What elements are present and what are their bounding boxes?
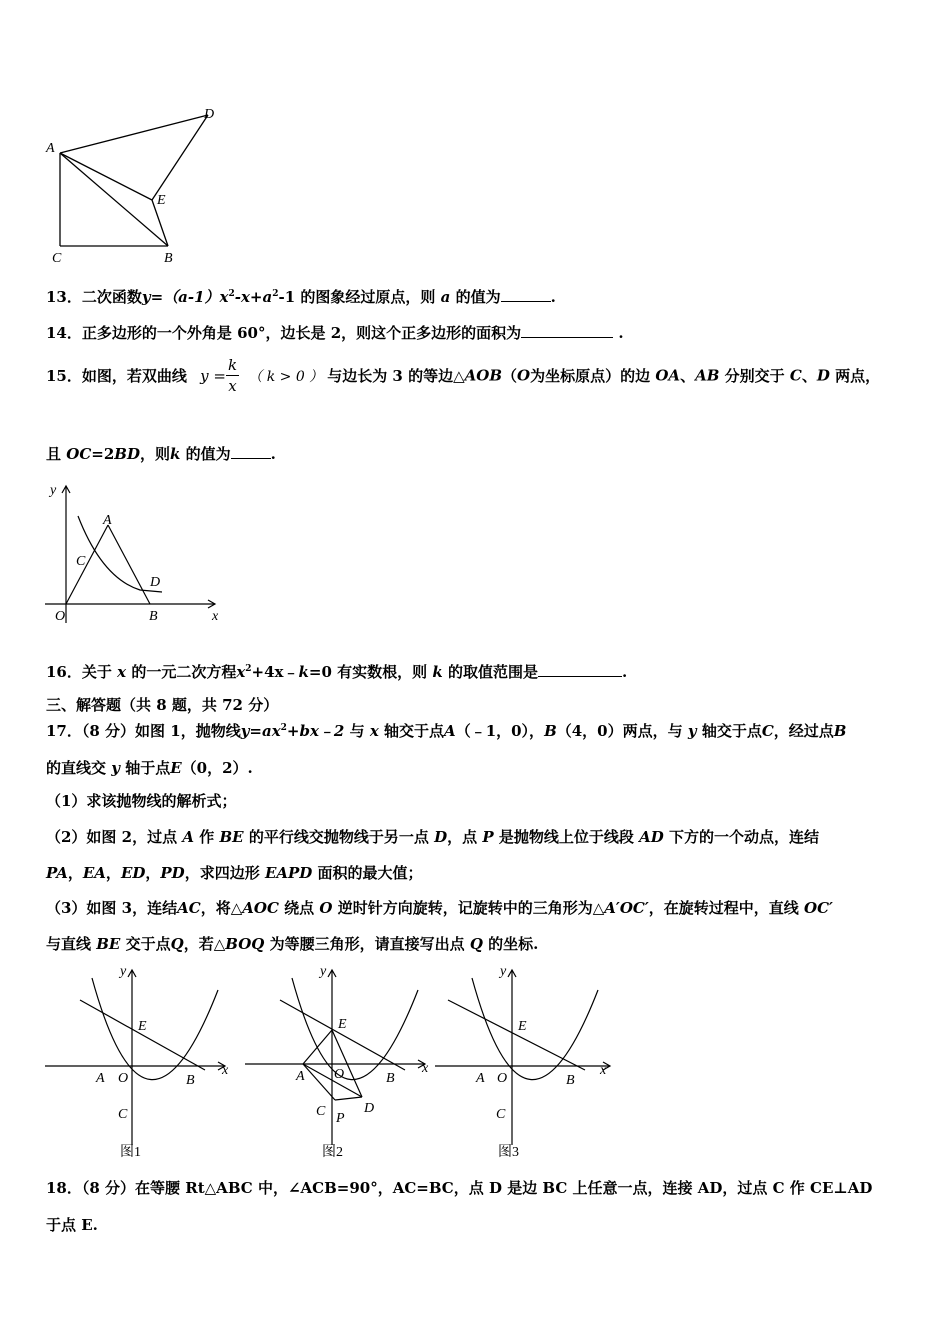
label-c: C — [118, 1107, 128, 1122]
line-be — [280, 1000, 405, 1070]
figure-q17-fig3 — [430, 960, 630, 1160]
question-14: 14．正多边形的一个外角是 60°，边长是 2，则这个正多边形的面积为 . — [46, 324, 624, 342]
label-o: O — [334, 1067, 345, 1082]
caption-fig3: 图3 — [498, 1145, 519, 1160]
label-d: D — [364, 1101, 375, 1116]
label-b: B — [186, 1073, 195, 1088]
question-17-part-2: （2）如图 2，过点 A 作 BE 的平行线交抛物线于另一点 D，点 P 是抛物线上位于线段 AD 下方的一个动点，连结 — [46, 828, 820, 846]
parabola — [92, 978, 218, 1080]
fraction-k-over-x: $\frac{k}{x}$ — [227, 356, 238, 395]
label-x: x — [422, 1061, 429, 1076]
segment-ad — [60, 115, 208, 153]
label-x: x — [222, 1063, 229, 1078]
label-c: C — [76, 554, 86, 569]
segment-pd — [335, 1097, 362, 1100]
question-15-line-2: 且 OC=2BD，则k 的值为 . — [46, 445, 276, 463]
figure-q17-fig1 — [40, 960, 240, 1160]
segment-ab — [108, 525, 150, 604]
answer-blank[interactable] — [501, 287, 551, 302]
line-be — [448, 1000, 585, 1070]
label-a: A — [296, 1069, 305, 1084]
label-y: y — [320, 964, 327, 979]
line-be — [80, 1000, 205, 1070]
question-17-part-2-line-2: PA，EA，ED，PD，求四边形 EAPD 面积的最大值； — [46, 864, 423, 882]
label-b: B — [164, 251, 173, 266]
label-c: C — [316, 1104, 326, 1119]
label-a: A — [476, 1071, 485, 1086]
label-b: B — [149, 609, 158, 624]
caption-fig2: 图2 — [322, 1145, 343, 1160]
label-o: O — [55, 609, 66, 624]
label-d: D — [204, 107, 215, 122]
label-o: O — [118, 1071, 129, 1086]
label-e: E — [157, 193, 166, 208]
label-c: C — [496, 1107, 506, 1122]
label-e: E — [518, 1019, 527, 1034]
label-y: y — [500, 964, 507, 979]
question-15: 15．如图，若双曲线 y = $\frac{k}{x}$ （ k > 0 ） 与边长为 3 的等边△AOB（O为坐标原点）的边 OA、AB 分别交于 C、D 两点， — [46, 356, 881, 395]
section-3-heading: 三、解答题（共 8 题，共 72 分） — [46, 696, 279, 714]
caption-fig1: 图1 — [120, 1145, 141, 1160]
label-a: A — [103, 513, 112, 528]
question-17-part-1: （1）求该抛物线的解析式； — [46, 792, 237, 810]
label-b: B — [566, 1073, 575, 1088]
question-17-part-3-line-2: 与直线 BE 交于点Q，若△BOQ 为等腰三角形，请直接写出点 Q 的坐标. — [46, 935, 539, 953]
label-x: x — [600, 1063, 607, 1078]
label-a: A — [96, 1071, 105, 1086]
question-18: 18．（8 分）在等腰 Rt△ABC 中，∠ACB=90°，AC=BC，点 D 是边 BC 上任意一点，连接 AD，过点 C 作 CE⊥AD — [46, 1179, 873, 1197]
label-o: O — [497, 1071, 508, 1086]
question-17-part-3: （3）如图 3，连结AC，将△AOC 绕点 O 逆时针方向旋转，记旋转中的三角形为△A′OC′，在旋转过程中，直线 OC′ — [46, 899, 834, 917]
segment-ea — [303, 1030, 332, 1064]
figure-top-geometry — [40, 100, 230, 270]
segment-pa — [303, 1064, 335, 1100]
label-e: E — [338, 1017, 347, 1032]
label-y: y — [120, 964, 127, 979]
parabola — [472, 978, 598, 1080]
figure-q17-fig2 — [240, 960, 440, 1160]
question-13: 13．二次函数$y=(a-1)x^2-x+a^2-1$ 的图象经过原点，则 a 的值为 . — [46, 288, 556, 306]
question-16: 16．关于 x 的一元二次方程$x^2+4x﹣k=0$ 有实数根，则 k 的取值范围是 . — [46, 663, 628, 681]
label-p: P — [336, 1111, 345, 1126]
label-a: A — [46, 141, 55, 156]
answer-blank[interactable] — [521, 323, 613, 338]
label-b: B — [386, 1071, 395, 1086]
label-e: E — [138, 1019, 147, 1034]
label-x: x — [212, 609, 219, 624]
figure-q15-hyperbola — [40, 478, 230, 628]
label-y: y — [50, 483, 57, 498]
label-d: D — [150, 575, 161, 590]
answer-blank[interactable] — [231, 444, 271, 459]
question-17-line-2: 的直线交 y 轴于点E（0，2）. — [46, 759, 253, 777]
label-c: C — [52, 251, 62, 266]
question-18-line-2: 于点 E. — [46, 1216, 98, 1234]
answer-blank[interactable] — [538, 662, 622, 677]
question-17: 17．（8 分）如图 1，抛物线$y=ax^2+bx﹣2$ 与 x 轴交于点A（﹣1，0），B（4，0）两点，与 y 轴交于点C，经过点B — [46, 722, 847, 740]
